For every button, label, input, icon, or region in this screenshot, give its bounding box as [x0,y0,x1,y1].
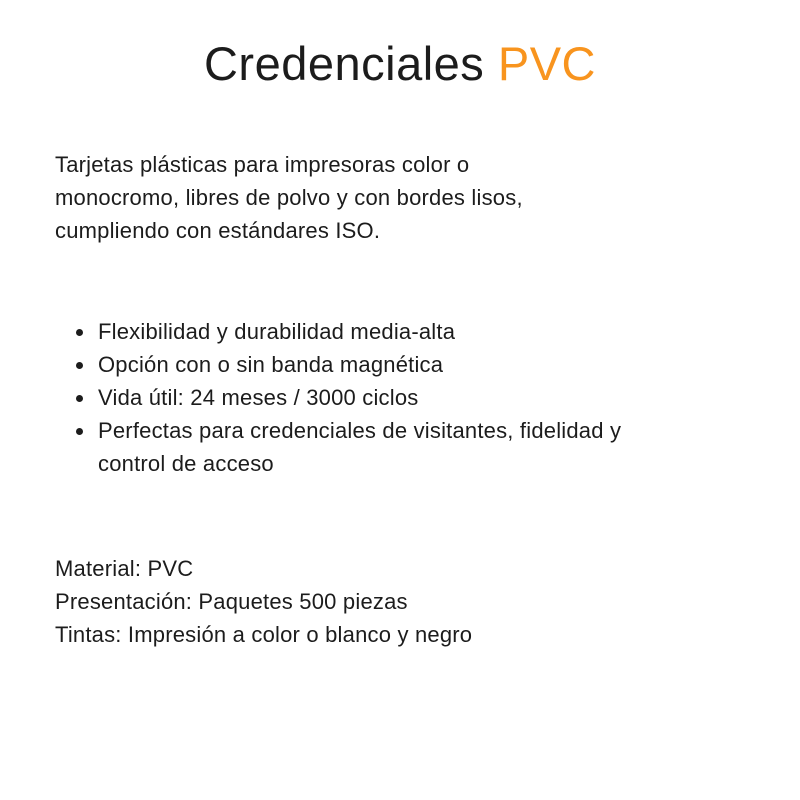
feature-item: • Flexibilidad y durabilidad media-alta [96,315,745,348]
spec-line-tintas: Tintas: Impresión a color o blanco y negro [55,622,473,647]
title-highlight: PVC [497,37,596,90]
spec-line-presentacion: Presentación: Paquetes 500 piezas [55,589,408,614]
feature-item: • Vida útil: 24 meses / 3000 ciclos [96,381,745,414]
intro-paragraph: Tarjetas plásticas para impresoras color o monocromo, libres de polvo y con bordes lisos, cumpliendo con estándares ISO. [55,152,523,243]
page-title [55,36,745,92]
spec-line-material: Material: PVC [55,556,194,581]
spec-list [55,552,745,651]
title-main: Credenciales [203,37,498,90]
feature-list [55,315,745,480]
feature-item: • Perfectas para credenciales de visitantes, fidelidad y control de acceso [96,414,678,480]
feature-item: • Opción con o sin banda magnética [96,348,745,381]
